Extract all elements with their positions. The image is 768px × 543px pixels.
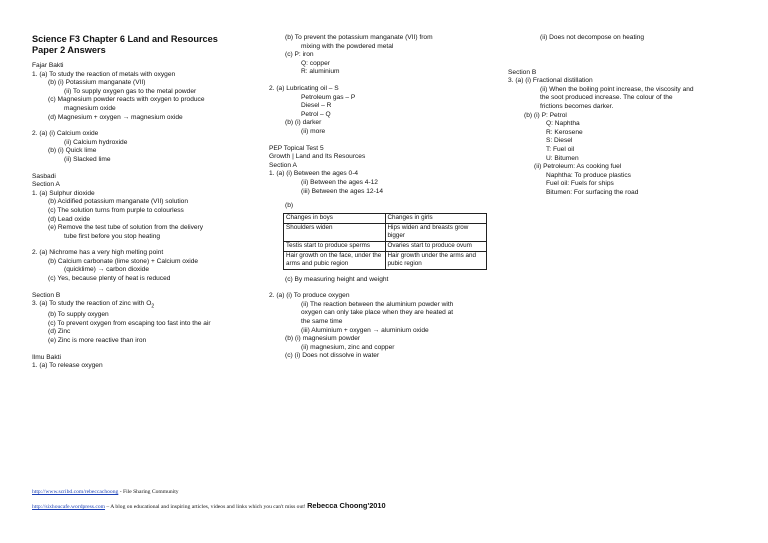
answer-line: (c) Magnesium powder reacts with oxygen to produce (48, 96, 205, 104)
table-header-cell: Changes in boys (284, 213, 386, 223)
table-cell: Ovaries start to produce ovum (385, 241, 487, 251)
answer-line: (c) The solution turns from purple to colourless (48, 206, 184, 214)
answer-line: (ii) magnesium, zinc and copper (301, 343, 395, 351)
answer-line: (ii) To supply oxygen gas to the metal powder (64, 87, 197, 95)
table-cell: Testis start to produce sperms (284, 241, 386, 251)
footer-text: - File Sharing Community (118, 489, 179, 495)
section-heading: Ilmu Bakti (32, 353, 61, 361)
column-left (32, 34, 264, 371)
answer-line: (b) (i) Quick lime (48, 147, 97, 155)
answer-line: mixing with the powdered metal (301, 42, 394, 50)
answer-line: frictions becomes darker. (540, 102, 614, 110)
answer-line: (iii) Aluminium + oxygen → aluminium oxide (301, 326, 429, 334)
answer-line: 2. (a) (i) To produce oxygen (269, 292, 350, 300)
table-cell: Hair growth under the arms and pubic region (385, 251, 487, 269)
answer-line: U: Bitumen (546, 154, 579, 162)
answer-line: Naphtha: To produce plastics (546, 171, 631, 179)
answer-line: 3. (a) To study the reaction of zinc with $O_2$ (32, 300, 155, 310)
table-row (284, 241, 487, 251)
answer-line: (ii) The reaction between the aluminium powder with (301, 300, 454, 308)
table-header-row (284, 213, 487, 223)
answer-line: 1. (a) Sulphur dioxide (32, 189, 95, 197)
footer-text: – A blog on educational and inspiring articles, videos and links which you can't miss out! (105, 504, 306, 510)
section-heading: Growth | Land and Its Resources (269, 153, 366, 161)
answer-line: Fuel oil: Fuels for ships (546, 180, 614, 188)
table-cell: Hair growth on the face, under the arms and pubic region (284, 251, 386, 269)
answer-line: (c) By measuring height and weight (285, 275, 389, 283)
section-heading: Section B (32, 291, 61, 299)
table-header-cell: Changes in girls (385, 213, 487, 223)
answer-line: Diesel – R (301, 102, 332, 110)
answer-line: (b) (i) darker (285, 119, 322, 127)
answer-line: (e) Remove the test tube of solution from the delivery (48, 224, 204, 232)
answer-line: (d) Zinc (48, 328, 71, 336)
answer-line: (ii) Does not decompose on heating (540, 34, 645, 41)
answer-line: (b) (i) P: Petrol (524, 111, 567, 119)
answer-line: (b) (i) magnesium powder (285, 335, 361, 343)
footer-line-2 (32, 502, 386, 511)
answer-line: 1. (a) (i) Between the ages 0-4 (269, 170, 359, 178)
answer-line: (b) (285, 202, 294, 210)
answer-line: 2. (a) Nichrome has a very high melting point (32, 249, 164, 257)
scribd-link[interactable]: http://www.scribd.com/rebeccachoong (32, 489, 119, 495)
answer-line: (ii) When the boiling point increase, the viscosity and (540, 85, 694, 93)
answer-line: (ii) Slacked lime (64, 155, 111, 163)
answer-line: (b) Acidified potassium manganate (VII) solution (48, 198, 189, 206)
answer-line: (b) To prevent the potassium manganate (VII) from (285, 34, 433, 41)
answer-line: (c) Yes, because plenty of heat is reduced (48, 275, 171, 283)
answer-line: (e) Zinc is more reactive than iron (48, 336, 147, 344)
answer-line: 1. (a) To study the reaction of metals with oxygen (32, 70, 176, 78)
answer-line: Q: Naphtha (546, 120, 580, 128)
answer-line: Petroleum gas – P (301, 93, 356, 101)
section-heading: Fajar Bakti (32, 62, 64, 69)
answer-line: (c) P: iron (285, 51, 314, 59)
table-cell: Hips widen and breasts grow bigger (385, 223, 487, 241)
answer-line: (ii) Calcium hydroxide (64, 138, 128, 146)
author-signature: Rebecca Choong'2010 (307, 501, 386, 510)
puberty-changes-table (283, 213, 487, 270)
answer-line: the same time (301, 318, 343, 326)
answer-line: (ii) more (301, 127, 326, 135)
document-subtitle: Paper 2 Answers (32, 45, 106, 55)
section-heading: Section B (508, 68, 537, 76)
answer-line: (d) Magnesium + oxygen → magnesium oxide (48, 113, 183, 121)
answer-line: (ii) Petroleum: As cooking fuel (534, 163, 622, 171)
footer-line-1 (32, 489, 179, 496)
section-heading: PEP Topical Test 5 (269, 144, 324, 152)
column-middle (269, 34, 505, 361)
answer-line: 2. (a) Lubricating oil – S (269, 84, 339, 92)
answer-line: 3. (a) (i) Fractional distillation (508, 77, 593, 85)
table-cell: Shoulders widen (284, 223, 386, 241)
subscript: 2 (151, 303, 155, 310)
answer-line: Bitumen: For surfacing the road (546, 188, 639, 196)
answer-line: (c) To prevent oxygen from escaping too fast into the air (48, 319, 211, 327)
answer-line: (b) To supply oxygen (48, 311, 109, 319)
document-title: Science F3 Chapter 6 Land and Resources (32, 34, 218, 44)
section-heading: Sasbadi (32, 172, 56, 180)
answer-line: R: Kerosene (546, 128, 583, 136)
answer-line: (iii) Between the ages 12-14 (301, 187, 384, 195)
answer-line: 1. (a) To release oxygen (32, 362, 103, 370)
answer-line: Q: copper (301, 59, 330, 67)
column-right (508, 34, 740, 198)
section-heading: Section A (269, 161, 297, 169)
answer-line: Petrol – Q (301, 110, 331, 118)
answer-line: S: Diesel (546, 137, 573, 145)
answer-line: (quicklime) → carbon dioxide (64, 266, 150, 274)
answer-line: T: Fuel oil (546, 145, 575, 153)
table-row (284, 223, 487, 241)
answer-line: (c) (i) Does not dissolve in water (285, 352, 380, 360)
answer-line: R: aluminium (301, 68, 340, 76)
answer-line: (d) Lead oxide (48, 215, 91, 223)
answer-line: (b) (i) Potassium manganate (VII) (48, 79, 146, 87)
answer-line: the soot produced increase. The colour of the (540, 94, 673, 102)
section-heading: Section A (32, 181, 60, 189)
answer-line: (b) Calcium carbonate (lime stone) + Calcium oxide (48, 257, 199, 265)
answer-line: (ii) Between the ages 4-12 (301, 178, 378, 186)
answer-line: oxygen can only take place when they are heated at (301, 309, 454, 317)
answer-line: magnesium oxide (64, 104, 116, 112)
blog-link[interactable]: http://sixhoucafe.wordpress.com (32, 504, 106, 510)
table-row (284, 251, 487, 269)
answer-line: 2. (a) (i) Calcium oxide (32, 130, 99, 138)
answer-line: tube first before you stop heating (64, 232, 161, 240)
